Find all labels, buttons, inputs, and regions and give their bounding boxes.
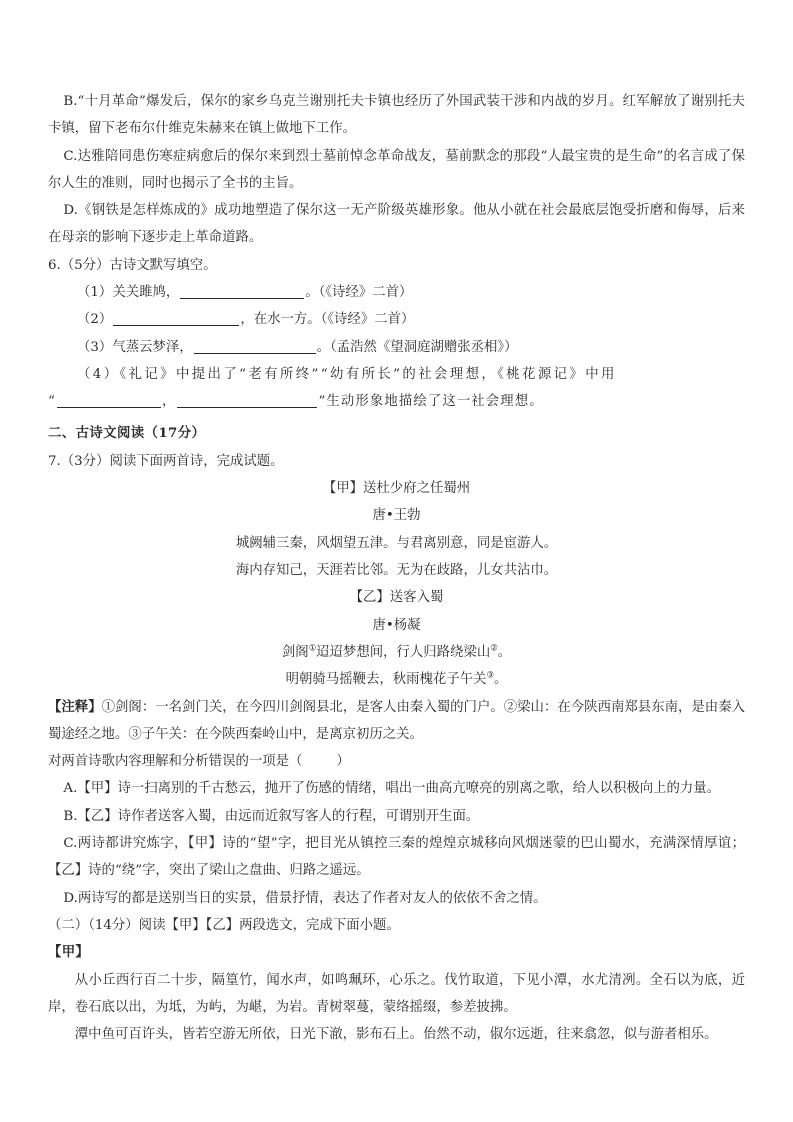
poem-yi-line-1-part-a: 剑阁 (281, 644, 309, 660)
q6-item-2-number: （2） (77, 312, 113, 328)
poem-yi-author: 唐•杨凝 (372, 617, 421, 633)
footnotes-text: ①剑阁：一名剑门关，在今四川剑阁县北，是客人由秦入蜀的门户。②梁山：在今陕西南郑县东南，是由秦入蜀途经之地。③子午关：在今陕西秦岭山中，是离京初历之关。 (48, 699, 746, 742)
poem-yi-line-2-part-b: 。 (493, 672, 508, 688)
poem-jia-line-2: 海内存知己，天涯若比邻。无为在歧路，儿女共沾巾。 (235, 563, 558, 579)
part-2-paragraph-1: 从小丘西行百二十步，隔篁竹，闻水声，如鸣珮环，心乐之。伐竹取道，下见小潭，水尤清冽。全石以为底，近岸，卷石底以出，为坻，为屿，为嵁，为岩。青树翠蔓，蒙络摇缀，参差披拂。 (48, 972, 745, 1015)
poem-yi-line-2-part-a: 明朝骑马摇鞭去，秋雨槐花子午关 (285, 672, 487, 688)
part-2-passage-label-jia: 【甲】 (48, 944, 90, 961)
q7-option-d: D.两诗写的都是送别当日的实景，借景抒情，表达了作者对友人的依依不舍之情。 (63, 890, 547, 906)
poem-yi-line-1-part-b: 迢迢梦想间，行人归路绕梁山 (316, 644, 491, 660)
q6-item-3-number: （3） (77, 339, 113, 355)
q6-item-3-answer-blank[interactable] (194, 353, 316, 354)
q7-option-c: C.两诗都讲究炼字，【甲】诗的“望”字，把目光从镇控三秦的煌煌京城移向风烟迷蒙的巴山蜀水，充满深情厚谊；【乙】诗的“绕”字，突出了梁山之盘曲、归路之遥远。 (48, 836, 745, 879)
q6-item-4-line2 (48, 388, 745, 415)
q6-item-2-text-after: ，在水一方。（《诗经》二首） (240, 312, 415, 328)
q7-prompt-before: 对两首诗歌内容理解和分析错误的一项是（ (48, 754, 303, 770)
q5-option-c: C.达雅陪同患伤寒症病愈后的保尔来到烈士墓前悼念革命战友，墓前默念的那段“人最宝贵的是生命”的名言成了保尔人生的准则，同时也揭示了全书的主旨。 (48, 148, 745, 191)
q6-item-2 (48, 306, 745, 333)
document-body (48, 88, 745, 1048)
footnotes-label: 【注释】 (48, 698, 102, 715)
q6-item-1-text-before: 关关雎鸠， (112, 285, 180, 301)
q6-item-1-answer-blank[interactable] (180, 298, 304, 299)
q5-option-b: B.“十月革命”爆发后，保尔的家乡乌克兰谢别托夫卡镇也经历了外国武装干涉和内战的岁月。红军解放了谢别托夫卡镇，留下老布尔什维克朱赫来在镇上做地下工作。 (48, 94, 745, 137)
q6-item-4-quote-close: ” (318, 394, 327, 410)
section-2-heading: 二、古诗文阅读（17分） (48, 424, 206, 441)
poem-jia-line-1: 城阙辅三秦，风烟望五津。与君离别意，同是宦游人。 (235, 535, 558, 551)
q6-item-3-text-after: 。（孟浩然《望洞庭湖赠张丞相》） (316, 339, 518, 355)
poem-yi-line-1-part-c: 。 (497, 644, 512, 660)
part-2-paragraph-2: 潭中鱼可百许头，皆若空游无所依，日光下澈，影布石上。佁然不动，俶尔远逝，往来翕忽，似与游者相乐。 (74, 1027, 718, 1043)
q6-item-4-line1: （4）《礼记》中提出了“老有所终”“幼有所长”的社会理想，《桃花源记》中用 (77, 366, 617, 382)
footnote-marker-3: ③ (486, 669, 494, 680)
q7-prompt-after: ） (336, 754, 350, 770)
q6-item-4-separator: ， (161, 394, 177, 410)
q6-item-4-answer-blank-1[interactable] (57, 407, 161, 408)
footnote-marker-1: ① (308, 642, 317, 653)
q7-option-b: B.【乙】诗作者送客入蜀，由远而近叙写客人的行程，可谓别开生面。 (63, 808, 480, 824)
footnotes-block (48, 694, 745, 749)
poem-jia-title: 【甲】送杜少府之任蜀州 (322, 481, 471, 497)
poem-yi-line-1 (48, 639, 745, 666)
q5-option-d: D.《钢铁是怎样炼成的》成功地塑造了保尔这一无产阶级英雄形象。他从小就在社会最底层饱受折磨和侮辱，后来在母亲的影响下逐步走上革命道路。 (48, 203, 745, 246)
q6-item-4-tail: 生动形象地描绘了这一社会理想。 (326, 394, 544, 410)
poem-jia-author: 唐•王勃 (372, 508, 421, 524)
q6-item-4-answer-blank-2[interactable] (177, 407, 317, 408)
q6-item-1-number: （1） (77, 285, 113, 301)
poem-yi-title: 【乙】送客入蜀 (349, 590, 444, 606)
part-2-stem: （二）（14分）阅读【甲】【乙】两段选文，完成下面小题。 (48, 917, 400, 933)
poem-yi-line-2 (48, 666, 745, 693)
q7-stem: 7.（3分）阅读下面两首诗，完成试题。 (48, 453, 284, 469)
q6-item-2-answer-blank[interactable] (113, 325, 239, 326)
q6-item-1-text-after: 。（《诗经》二首） (305, 285, 413, 301)
footnote-marker-2: ② (490, 642, 498, 653)
q6-item-1 (48, 279, 745, 306)
q6-item-3 (48, 334, 745, 361)
q7-prompt (48, 748, 745, 775)
q6-item-3-text-before: 气蒸云梦泽， (112, 339, 193, 355)
q6-stem: 6.（5分）古诗文默写填空。 (48, 257, 217, 273)
q7-option-a: A.【甲】诗一扫离别的千古愁云，抛开了伤感的情绪，唱出一曲高亢嘹亮的别离之歌，给人以积极向上的力量。 (63, 781, 721, 797)
q6-item-4-quote-open: “ (48, 394, 56, 410)
